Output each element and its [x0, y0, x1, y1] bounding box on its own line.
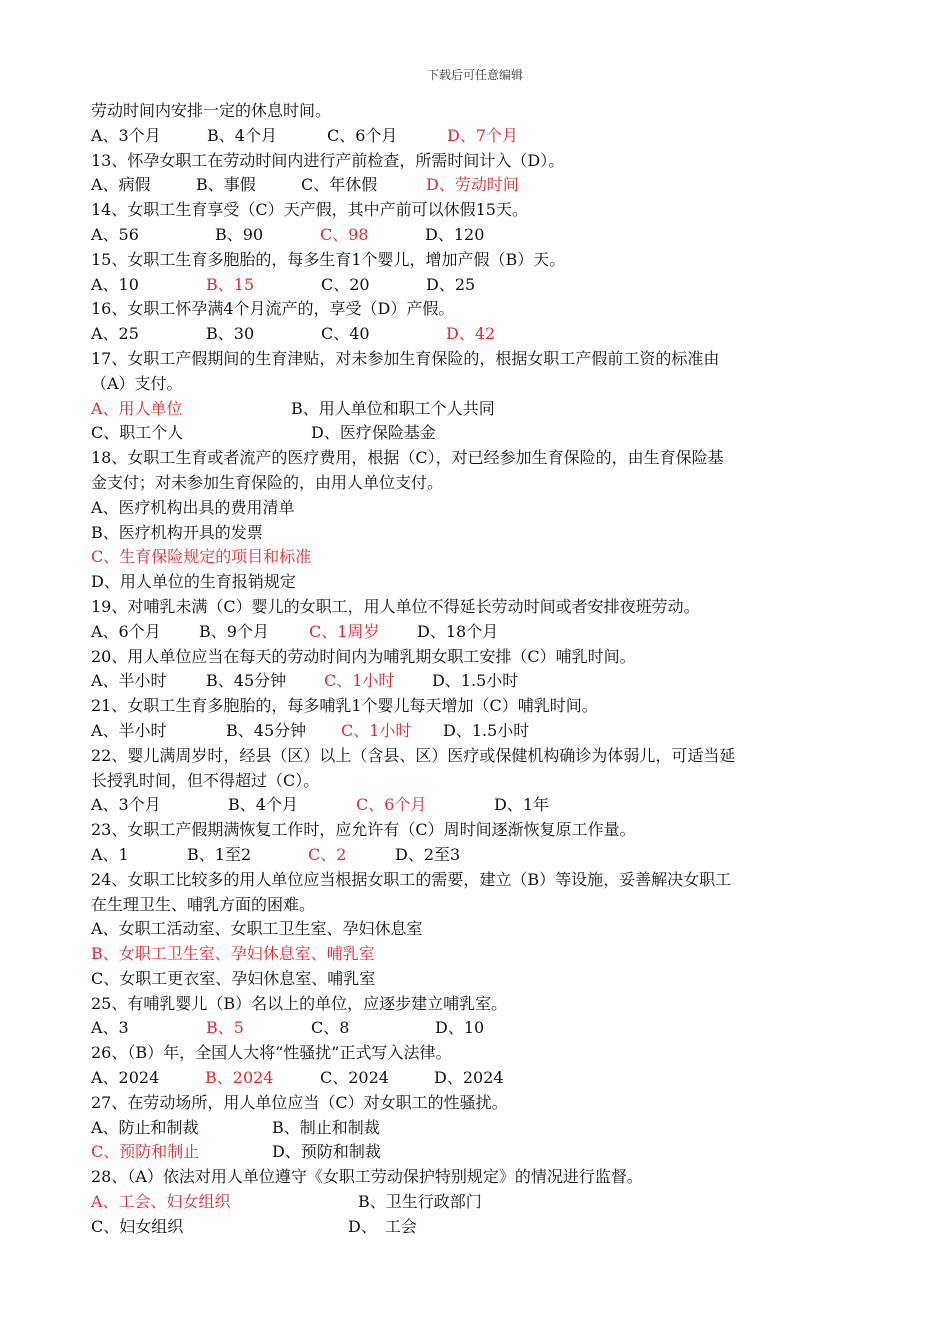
option-text: B、用人单位和职工个人共同: [291, 398, 495, 418]
option-text: B、事假: [196, 175, 256, 195]
correct-answer: C、生育保险规定的项目和标准: [91, 547, 312, 567]
question-text: D、用人单位的生育报销规定: [91, 572, 296, 592]
option-row: [91, 719, 863, 744]
option-row: [91, 273, 863, 298]
text-line: [91, 471, 863, 496]
question-text: 在生理卫生、哺乳方面的困难。: [91, 894, 316, 914]
question-text: （A）支付。: [91, 373, 183, 393]
correct-answer: C、2: [308, 844, 347, 864]
text-line: [91, 99, 863, 124]
question-text: B、医疗机构开具的发票: [91, 522, 263, 542]
option-text: A、3个月: [91, 795, 161, 815]
option-text: D、预防和制裁: [272, 1142, 381, 1162]
option-text: D、25: [426, 274, 476, 294]
option-text: C、职工个人: [91, 423, 184, 443]
option-row: [91, 1215, 863, 1240]
question-text: 长授乳时间，但不得超过（C）。: [91, 770, 320, 790]
correct-answer: C、1小时: [341, 720, 412, 740]
correct-answer: D、7个月: [447, 125, 519, 145]
text-line: [91, 744, 863, 769]
correct-answer: A、用人单位: [91, 398, 183, 418]
option-row: [91, 620, 863, 645]
option-row: [91, 397, 863, 422]
text-line: [91, 645, 863, 670]
question-text: A、医疗机构出具的费用清单: [91, 497, 295, 517]
text-line: [91, 198, 863, 223]
correct-answer: D、劳动时间: [426, 175, 519, 195]
option-text: D、1.5小时: [432, 671, 519, 691]
option-row: [91, 223, 863, 248]
correct-answer: C、6个月: [356, 795, 427, 815]
option-row: [91, 322, 863, 347]
option-text: C、8: [311, 1018, 350, 1038]
question-text: 18、女职工生育或者流产的医疗费用，根据（C），对已经参加生育保险的，由生育保险基: [91, 448, 724, 468]
option-text: B、1至2: [187, 844, 252, 864]
text-line: [91, 521, 863, 546]
option-text: B、4个月: [228, 795, 298, 815]
option-text: C、2024: [320, 1068, 389, 1088]
question-text: 17、女职工产假期间的生育津贴，对未参加生育保险的，根据女职工产假前工资的标准由: [91, 348, 720, 368]
question-text: 26、（B）年，全国人大将“性骚扰”正式写入法律。: [91, 1043, 452, 1063]
option-text: D、10: [435, 1018, 485, 1038]
option-row: [91, 1190, 863, 1215]
text-line: [91, 347, 863, 372]
option-row: [91, 173, 863, 198]
option-text: D、120: [425, 224, 485, 244]
option-text: A、半小时: [91, 671, 167, 691]
text-line: [91, 1041, 863, 1066]
option-row: [91, 1116, 863, 1141]
text-line: [91, 694, 863, 719]
page-header-note: 下载后可任意编辑: [426, 68, 523, 82]
option-row: [91, 1016, 863, 1041]
option-row: [91, 421, 863, 446]
option-text: A、56: [91, 224, 139, 244]
question-text: 27、在劳动场所，用人单位应当（C）对女职工的性骚扰。: [91, 1092, 508, 1112]
option-text: B、9个月: [199, 621, 269, 641]
correct-answer: C、1小时: [324, 671, 395, 691]
option-text: A、10: [91, 274, 139, 294]
option-text: A、2024: [91, 1068, 160, 1088]
option-text: D、2至3: [395, 844, 461, 864]
option-text: B、45分钟: [206, 671, 287, 691]
option-text: A、25: [91, 324, 139, 344]
text-line: [91, 868, 863, 893]
question-text: 21、女职工生育多胞胎的，每多哺乳1个婴儿每天增加（C）哺乳时间。: [91, 696, 598, 716]
correct-answer: C、98: [320, 224, 369, 244]
option-row: [91, 843, 863, 868]
correct-answer: B、5: [206, 1018, 244, 1038]
correct-answer: B、15: [206, 274, 255, 294]
question-text: 16、女职工怀孕满4个月流产的，享受（D）产假。: [91, 299, 455, 319]
text-line: [91, 297, 863, 322]
option-text: B、卫生行政部门: [358, 1192, 482, 1212]
option-row: [91, 1140, 863, 1165]
option-text: D、2024: [434, 1068, 504, 1088]
option-text: B、30: [206, 324, 255, 344]
document-body: [91, 99, 863, 1240]
text-line: [91, 917, 863, 942]
question-text: A、女职工活动室、女职工卫生室、孕妇休息室: [91, 919, 423, 939]
option-text: D、 工会: [348, 1216, 417, 1236]
option-text: D、1.5小时: [443, 720, 530, 740]
correct-answer: B、女职工卫生室、孕妇休息室、哺乳室: [91, 944, 375, 964]
question-text: 28、（A）依法对用人单位遵守《女职工劳动保护特别规定》的情况进行监督。: [91, 1167, 643, 1187]
correct-answer: B、2024: [205, 1068, 274, 1088]
text-line: [91, 1165, 863, 1190]
option-text: A、1: [91, 844, 129, 864]
option-text: D、医疗保险基金: [311, 423, 436, 443]
text-line: [91, 496, 863, 521]
correct-answer: C、预防和制止: [91, 1142, 200, 1162]
text-line: [91, 992, 863, 1017]
question-text: 劳动时间内安排一定的休息时间。: [91, 101, 332, 120]
option-row: [91, 1066, 863, 1091]
option-text: A、6个月: [91, 621, 161, 641]
text-line: [91, 942, 863, 967]
question-text: 15、女职工生育多胞胎的，每多生育1个婴儿，增加产假（B）天。: [91, 249, 566, 269]
question-text: 25、有哺乳婴儿（B）名以上的单位，应逐步建立哺乳室。: [91, 993, 508, 1013]
option-text: A、防止和制裁: [91, 1117, 199, 1137]
option-row: [91, 124, 863, 149]
option-text: C、年休假: [301, 175, 378, 195]
option-text: C、6个月: [327, 125, 398, 145]
option-text: B、4个月: [207, 125, 277, 145]
option-text: A、半小时: [91, 720, 167, 740]
question-text: 13、怀孕女职工在劳动时间内进行产前检查，所需时间计入（D）。: [91, 150, 565, 170]
option-text: C、妇女组织: [91, 1216, 184, 1236]
text-line: [91, 149, 863, 174]
question-text: 22、婴儿满周岁时，经县（区）以上（含县、区）医疗或保健机构确诊为体弱儿，可适当延: [91, 745, 736, 765]
text-line: [91, 570, 863, 595]
text-line: [91, 545, 863, 570]
option-text: C、40: [321, 324, 370, 344]
option-text: A、病假: [91, 175, 151, 195]
text-line: [91, 446, 863, 471]
text-line: [91, 818, 863, 843]
text-line: [91, 372, 863, 397]
correct-answer: A、工会、妇女组织: [91, 1192, 231, 1212]
text-line: [91, 595, 863, 620]
option-row: [91, 669, 863, 694]
option-text: D、1年: [494, 795, 550, 815]
text-line: [91, 769, 863, 794]
option-row: [91, 793, 863, 818]
question-text: 20、用人单位应当在每天的劳动时间内为哺乳期女职工安排（C）哺乳时间。: [91, 646, 636, 666]
option-text: B、90: [215, 224, 264, 244]
option-text: B、制止和制裁: [272, 1117, 380, 1137]
option-text: C、20: [321, 274, 370, 294]
question-text: 24、女职工比较多的用人单位应当根据女职工的需要，建立（B）等设施，妥善解决女职工: [91, 869, 732, 889]
option-text: A、3个月: [91, 125, 161, 145]
question-text: C、女职工更衣室、孕妇休息室、哺乳室: [91, 968, 376, 988]
option-text: A、3: [91, 1018, 129, 1038]
correct-answer: D、42: [446, 324, 496, 344]
question-text: 19、对哺乳未满（C）婴儿的女职工，用人单位不得延长劳动时间或者安排夜班劳动。: [91, 596, 700, 616]
text-line: [91, 967, 863, 992]
option-text: B、45分钟: [226, 720, 307, 740]
text-line: [91, 248, 863, 273]
text-line: [91, 893, 863, 918]
option-text: D、18个月: [417, 621, 499, 641]
question-text: 金支付；对未参加生育保险的，由用人单位支付。: [91, 472, 444, 492]
text-line: [91, 1091, 863, 1116]
correct-answer: C、1周岁: [309, 621, 380, 641]
question-text: 14、女职工生育享受（C）天产假，其中产前可以休假15天。: [91, 200, 528, 220]
question-text: 23、女职工产假期满恢复工作时，应允许有（C）周时间逐渐恢复原工作量。: [91, 820, 636, 840]
